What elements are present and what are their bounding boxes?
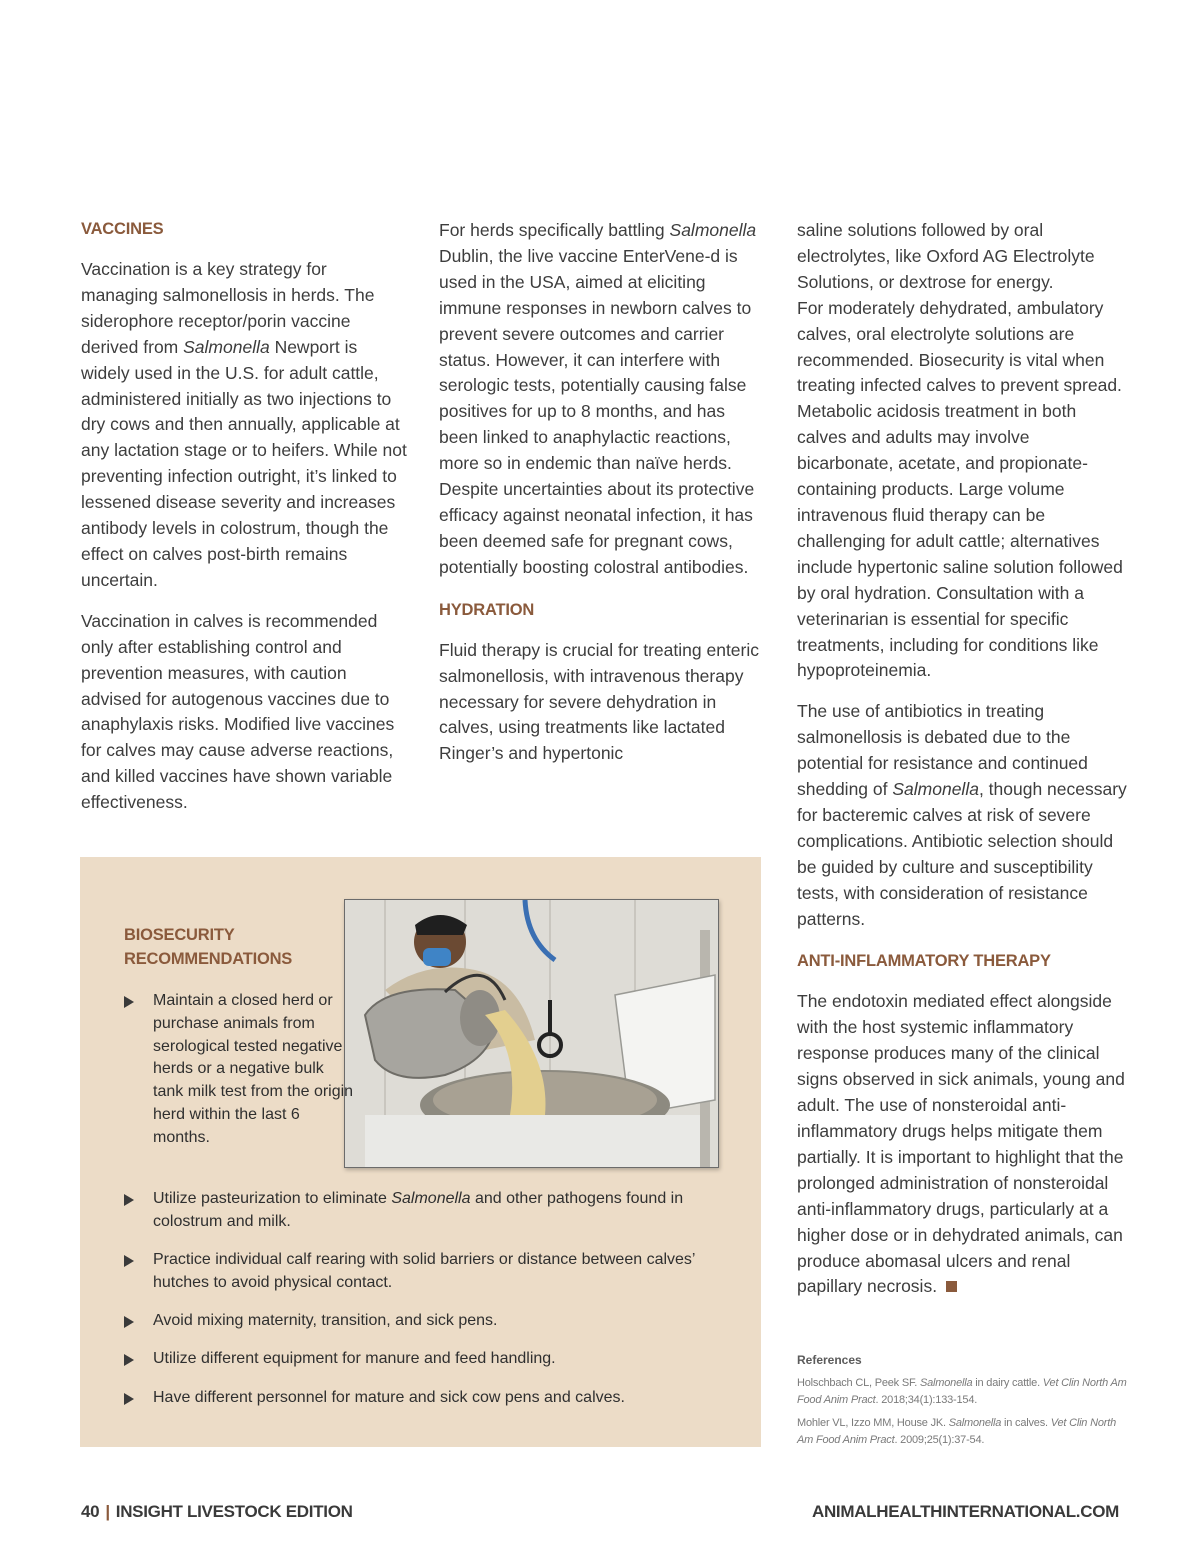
vaccines-paragraph-1: Vaccination is a key strategy for managing salmonellosis in herds. The siderophore receptor/porin vaccine derived from Salmonella Newport is widely used in the U.S. for adult cattle, administered initially as two injections to dry cows and then annually, applicable at any lactation stage or to heifers. While not preventing infection outright, it’s linked to lessened disease severity and increases antibody levels in colostrum, though the effect on calves post-birth remains uncertain. — [81, 259, 407, 590]
antibiotics-paragraph: The use of antibiotics in treating salmonellosis is debated due to the potential for resistance and continued shedding of Salmonella, though necessary for bacteremic calves at risk of severe complications. Antibiotic selection should be guided by culture and susceptibility tests, with consideration of resistance patterns. — [797, 701, 1127, 929]
list-item: Maintain a closed herd or purchase animals from serological tested negative herds or a negative bulk tank milk test from the origin herd within the last 6 months. — [124, 990, 354, 1150]
hydration-paragraph-1: Fluid therapy is crucial for treating enteric salmonellosis, with intravenous therapy necessary for severe dehydration in calves, using treatments like lactated Ringer’s and hypertonic — [439, 639, 759, 764]
references-title: References — [797, 1353, 862, 1367]
bullet-triangle-icon — [124, 1316, 134, 1328]
page-number: 40 — [81, 1502, 100, 1521]
column-1 — [81, 218, 407, 831]
hydration-paragraph-3: For moderately dehydrated, ambulatory calves, oral electrolyte solutions are recommended. Biosecurity is vital when treating infected calves to prevent spread. Metabolic acidosis treatment in both calves and adults may involve bicarbonate, acetate, and propionate-containing products. Large volume intravenous fluid therapy can be challenging for adult cattle; alternatives include hypertonic saline solution followed by oral hydration. Consultation with a veterinarian is essential for specific treatments, including for conditions like hypoproteinemia. — [797, 297, 1123, 681]
vaccines-heading: VACCINES — [81, 220, 164, 238]
footer-website: ANIMALHEALTHINTERNATIONAL.COM — [811, 1502, 1119, 1521]
column-2 — [439, 218, 761, 767]
biosecurity-box — [80, 857, 761, 1447]
worker-pouring-colostrum-illustration — [345, 900, 719, 1168]
photo-pasteurizer — [344, 899, 719, 1168]
reference-2: Mohler VL, Izzo MM, House JK. Salmonella in calves. Vet Clin North Am Food Anim Pract. 2009;25(1):37-54. — [797, 1417, 1116, 1446]
biosecurity-list-first — [124, 990, 354, 1150]
publication-name: INSIGHT LIVESTOCK EDITION — [115, 1502, 353, 1521]
bullet-triangle-icon — [124, 1255, 134, 1267]
end-mark-icon — [946, 1281, 957, 1292]
list-item: Have different personnel for mature and sick cow pens and calves. — [124, 1387, 724, 1410]
vaccines-paragraph-3: For herds specifically battling Salmonella Dublin, the live vaccine EnterVene-d is used in the USA, aimed at eliciting immune responses in newborn calves to prevent severe outcomes and carrier status. However, it can interfere with serologic tests, potentially causing false positives for up to 8 months, and has been linked to anaphylactic reactions, more so in endemic than naïve herds. Despite uncertainties about its protective efficacy against neonatal infection, it has been deemed safe for pregnant cows, potentially boosting colostral antibodies. — [439, 220, 757, 577]
bullet-triangle-icon — [124, 1393, 134, 1405]
column-3 — [797, 218, 1127, 1315]
footer-publication — [81, 1502, 353, 1522]
list-item: Practice individual calf rearing with solid barriers or distance between calves’ hutches to avoid physical contact. — [124, 1249, 724, 1295]
biosecurity-title: BIOSECURITY RECOMMENDATIONS — [124, 926, 293, 968]
reference-1: Holschbach CL, Peek SF. Salmonella in dairy cattle. Vet Clin North Am Food Anim Pract. 2018;34(1):133-154. — [797, 1377, 1127, 1406]
anti-inflammatory-paragraph: The endotoxin mediated effect alongside with the host systemic inflammatory response produces many of the clinical signs observed in sick animals, young and adult. The use of nonsteroidal anti-inflammatory drugs helps mitigate them partially. It is important to highlight that the prolonged administration of nonsteroidal anti-inflammatory drugs, particularly at a higher dose or in dehydrated animals, can produce abomasal ulcers and renal papillary necrosis. — [797, 991, 1125, 1297]
anti-inflammatory-heading: ANTI-INFLAMMATORY THERAPY — [797, 952, 1051, 971]
hydration-paragraph-2: saline solutions followed by oral electrolytes, like Oxford AG Electrolyte Solutions, or dextrose for energy. — [797, 220, 1095, 292]
footer-separator: | — [105, 1502, 110, 1521]
bullet-triangle-icon — [124, 996, 134, 1008]
biosecurity-list — [124, 1188, 724, 1425]
list-item: Avoid mixing maternity, transition, and sick pens. — [124, 1310, 724, 1333]
list-item: Utilize different equipment for manure and feed handling. — [124, 1348, 724, 1371]
list-item: Utilize pasteurization to eliminate Salmonella and other pathogens found in colostrum and milk. — [124, 1188, 724, 1234]
bullet-triangle-icon — [124, 1194, 134, 1206]
bullet-triangle-icon — [124, 1354, 134, 1366]
references — [797, 1353, 1127, 1455]
hydration-heading: HYDRATION — [439, 600, 535, 619]
vaccines-paragraph-2: Vaccination in calves is recommended only after establishing control and prevention measures, with caution advised for autogenous vaccines due to anaphylaxis risks. Modified live vaccines for calves may cause adverse reactions, and killed vaccines have shown variable effectiveness. — [81, 610, 395, 813]
